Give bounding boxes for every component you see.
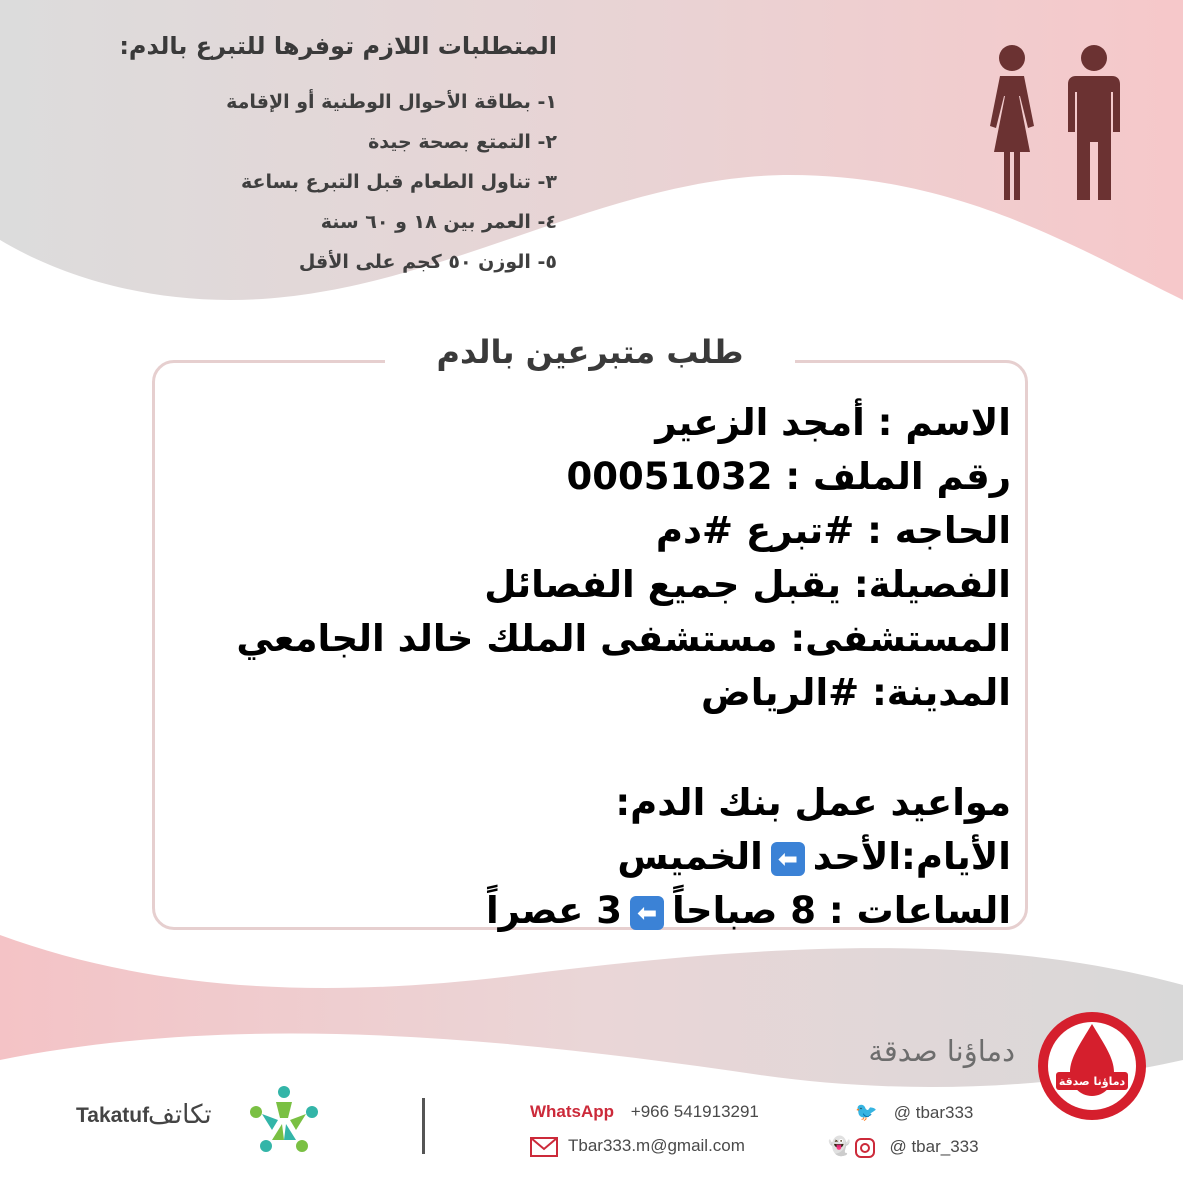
whatsapp-label: WhatsApp: [530, 1102, 615, 1121]
requirements-list: [37, 82, 557, 282]
blood-drop-icon: [1036, 1010, 1148, 1122]
social-contact[interactable]: [828, 1136, 979, 1158]
email-icon: [530, 1137, 558, 1157]
twitter-icon: 🐦: [855, 1102, 878, 1122]
whatsapp-number: +966 541913291: [630, 1102, 759, 1121]
logo-text: دماؤنا صدقة: [1058, 1075, 1126, 1088]
twitter-contact[interactable]: [855, 1102, 973, 1123]
instagram-icon: [855, 1138, 875, 1158]
hospital-line: المستشفى: مستشفى الملك خالد الجامعي: [236, 617, 1011, 660]
blood-type-line: الفصيلة: يقبل جميع الفصائل: [484, 563, 1011, 606]
gender-icons: [972, 44, 1132, 208]
slogan: دماؤنا صدقة: [868, 1034, 1015, 1068]
footer-divider: [422, 1098, 425, 1154]
patient-name: الاسم : أمجد الزعير: [655, 401, 1011, 444]
snapchat-icon: 👻: [828, 1136, 851, 1156]
requirement-item: ٥- الوزن ٥٠ كجم على الأقل: [298, 251, 557, 273]
city-line: المدينة: #الرياض: [700, 671, 1011, 714]
request-info: [171, 396, 1011, 938]
hours-label: الساعات : 8 صباحاً: [672, 889, 1011, 932]
man-icon: [1068, 45, 1120, 200]
email-address: Tbar333.m@gmail.com: [568, 1136, 745, 1155]
days-end: الخميس: [617, 835, 763, 878]
requirement-item: ٤- العمر بين ١٨ و ٦٠ سنة: [320, 211, 557, 233]
requirement-item: ١- بطاقة الأحوال الوطنية أو الإقامة: [226, 91, 557, 113]
request-title: طلب متبرعين بالدم: [385, 326, 795, 378]
left-arrow-icon: ⬅: [771, 842, 805, 876]
left-arrow-icon: ⬅: [630, 896, 664, 930]
hours-end: 3 عصراً: [485, 889, 623, 932]
days-label: الأيام:الأحد: [812, 835, 1011, 878]
requirements-title: المتطلبات اللازم توفرها للتبرع بالدم:: [119, 32, 557, 60]
need-line: الحاجه : #تبرع #دم: [655, 509, 1011, 552]
file-number: رقم الملف : 00051032: [566, 455, 1011, 498]
hours-title: مواعيد عمل بنك الدم:: [615, 781, 1011, 824]
takatuf-star-icon: [246, 1084, 322, 1154]
hours-line: [171, 884, 1011, 938]
whatsapp-contact[interactable]: [530, 1102, 759, 1122]
days-line: [171, 830, 1011, 884]
requirement-item: ٢- التمتع بصحة جيدة: [368, 131, 557, 153]
woman-icon: [990, 45, 1034, 200]
takatuf-arabic: تكاتف: [148, 1100, 212, 1130]
email-contact[interactable]: [530, 1136, 745, 1157]
takatuf-english: Takatuf: [76, 1104, 150, 1127]
snap-insta-handle: @ tbar_333: [889, 1137, 979, 1156]
requirement-item: ٣- تناول الطعام قبل التبرع بساعة: [240, 171, 557, 193]
twitter-handle: @ tbar333: [893, 1103, 974, 1122]
